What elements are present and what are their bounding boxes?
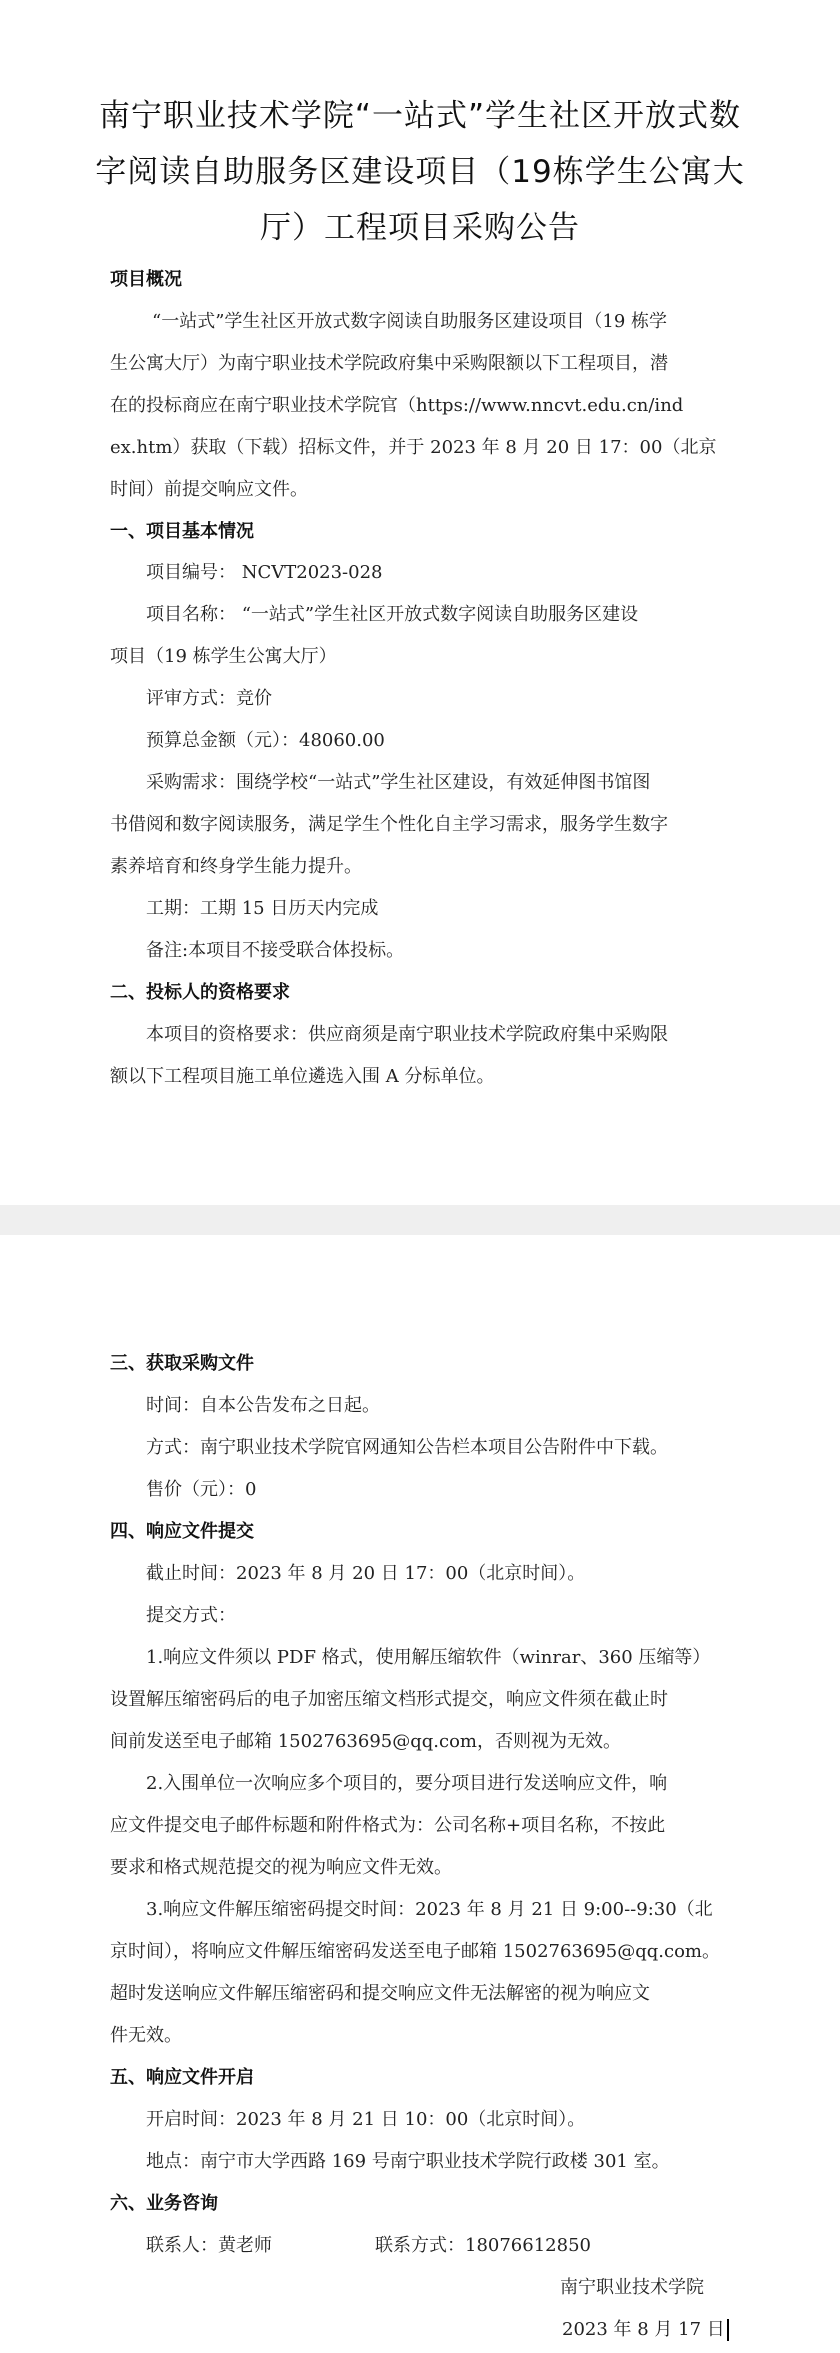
document-price: 售价（元）：0 [146,1479,257,1500]
submission-method-label: 提交方式： [146,1605,236,1626]
opening-time: 开启时间：2023 年 8 月 21 日 10：00（北京时间）。 [146,2109,586,2130]
project-name-cont: 项目（19 栋学生公寓大厅） [110,646,337,667]
budget-amount: 预算总金额（元）：48060.00 [146,730,385,751]
demand-line: 采购需求：围绕学校“一站式”学生社区建设，有效延伸图书馆图 [146,772,651,793]
signature-date: 2023 年 8 月 17 日 [562,2319,725,2340]
overview-line: 时间）前提交响应文件。 [110,479,308,500]
submission-item-1: 1.响应文件须以 PDF 格式，使用解压缩软件（winrar、360 压缩等） [146,1647,711,1668]
submission-item-1-cont: 设置解压缩密码后的电子加密压缩文档形式提交，响应文件须在截止时 [110,1689,668,1710]
section6-heading: 六、业务咨询 [110,2193,218,2214]
contact-person: 联系人：黄老师 [146,2235,272,2256]
section1-heading: 一、项目基本情况 [110,521,254,542]
submission-item-3-cont: 件无效。 [110,2025,182,2046]
qualification-line: 本项目的资格要求：供应商须是南宁职业技术学院政府集中采购限 [146,1024,668,1045]
project-name: 项目名称： “一站式”学生社区开放式数字阅读自助服务区建设 [146,604,639,625]
overview-line: 生公寓大厅）为南宁职业技术学院政府集中采购限额以下工程项目，潜 [110,353,668,374]
submission-item-2: 2.入围单位一次响应多个项目的，要分项目进行发送响应文件，响 [146,1773,668,1794]
section3-heading: 三、获取采购文件 [110,1353,254,1374]
submission-item-3: 3.响应文件解压缩密码提交时间：2023 年 8 月 21 日 9:00--9:30（北 [146,1899,713,1920]
document-page-2 [0,1235,840,2353]
overview-line: ex.htm）获取（下载）招标文件，并于 2023 年 8 月 20 日 17：00（北京 [110,437,717,458]
submission-item-1-cont: 间前发送至电子邮箱 1502763695@qq.com，否则视为无效。 [110,1731,621,1752]
obtain-time: 时间：自本公告发布之日起。 [146,1395,380,1416]
review-method: 评审方式：竞价 [146,688,272,709]
project-number: 项目编号： NCVT2023-028 [146,562,383,583]
overview-line: 在的投标商应在南宁职业技术学院官（https://www.nncvt.edu.cn/ind [110,395,684,416]
signature-date-wrap [562,2318,729,2342]
remark: 备注:本项目不接受联合体投标。 [146,940,405,961]
submission-item-2-cont: 应文件提交电子邮件标题和附件格式为：公司名称+项目名称，不按此 [110,1815,666,1836]
document-title: 南宁职业技术学院“一站式”学生社区开放式数字阅读自助服务区建设项目（19栋学生公寓大厅）工程项目采购公告 [95,98,745,246]
submission-deadline: 截止时间：2023 年 8 月 20 日 17：00（北京时间）。 [146,1563,586,1584]
contact-phone: 联系方式：18076612850 [375,2235,591,2256]
section5-heading: 五、响应文件开启 [110,2067,254,2088]
demand-line: 素养培育和终身学生能力提升。 [110,856,362,877]
construction-period: 工期：工期 15 日历天内完成 [146,898,379,919]
submission-item-3-cont: 超时发送响应文件解压缩密码和提交响应文件无法解密的视为响应文 [110,1983,650,2004]
page-gap [0,1205,840,1235]
section2-heading: 二、投标人的资格要求 [110,982,290,1003]
section4-heading: 四、响应文件提交 [110,1521,254,1542]
qualification-line: 额以下工程项目施工单位遴选入围 A 分标单位。 [110,1066,495,1087]
text-cursor [727,2319,729,2341]
submission-item-3-cont: 京时间），将响应文件解压缩密码发送至电子邮箱 1502763695@qq.com。 [110,1941,720,1962]
submission-item-2-cont: 要求和格式规范提交的视为响应文件无效。 [110,1857,452,1878]
demand-line: 书借阅和数字阅读服务，满足学生个性化自主学习需求，服务学生数字 [110,814,668,835]
signature-org: 南宁职业技术学院 [560,2277,704,2298]
overview-line: “一站式”学生社区开放式数字阅读自助服务区建设项目（19 栋学 [152,311,668,332]
overview-heading: 项目概况 [110,269,182,290]
opening-place: 地点：南宁市大学西路 169 号南宁职业技术学院行政楼 301 室。 [146,2151,670,2172]
obtain-method: 方式：南宁职业技术学院官网通知公告栏本项目公告附件中下载。 [146,1437,668,1458]
